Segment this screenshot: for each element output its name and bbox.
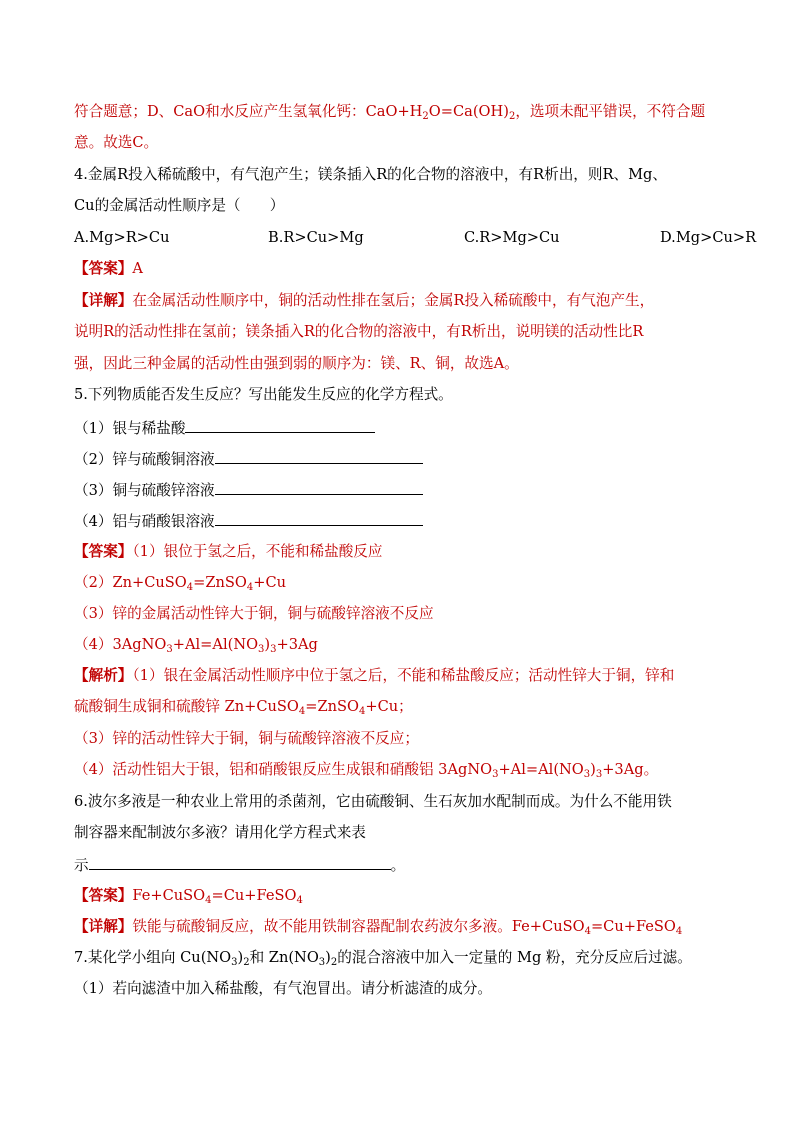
detail-label: 【详解】: [74, 918, 133, 935]
question-6-detail: [74, 917, 682, 937]
text-segment: =Cu+FeSO: [590, 918, 676, 935]
question-6-answer: [74, 886, 303, 906]
subscript: 3: [318, 957, 326, 968]
question-5-answer-3: （3）锌的金属活动性锌大于铜，铜与硫酸锌溶液不反应: [74, 605, 434, 622]
question-5-answer-2: [74, 573, 286, 593]
text-segment: 和 Zn(NO: [249, 949, 319, 966]
subscript: 4: [186, 582, 194, 593]
detail-label: 【详解】: [74, 292, 133, 309]
option-d: D.Mg>Cu>R: [660, 229, 757, 246]
text-segment: ): [590, 761, 596, 778]
answer-blank: [215, 510, 423, 526]
text-segment: ): [237, 949, 244, 966]
text-segment: （4）3AgNO: [74, 636, 167, 653]
question-5-item-3: [74, 479, 423, 501]
text-segment: =ZnSO: [193, 574, 247, 591]
question-7-sub-1: （1）若向滤渣中加入稀盐酸，有气泡冒出。请分析滤渣的成分。: [74, 980, 492, 997]
option-c: C.R>Mg>Cu: [464, 229, 560, 246]
option-b: B.R>Cu>Mg: [268, 229, 364, 246]
question-5-item-2: [74, 448, 423, 470]
subscript: 3: [583, 769, 591, 780]
subscript: 3: [258, 644, 265, 655]
question-5-item-4: [74, 510, 423, 532]
question-5-analysis-2: [74, 697, 413, 717]
text-segment: +Al=Al(NO: [172, 636, 259, 653]
question-4-line-2: Cu的金属活动性顺序是（ ）: [74, 197, 285, 214]
text-segment: 示: [74, 857, 89, 874]
subscript: 3: [270, 644, 277, 655]
item-text: （3）铜与硫酸锌溶液: [74, 482, 215, 499]
text-segment: ，选项未配平错误，不符合题: [515, 103, 706, 120]
question-4-answer: [74, 259, 143, 279]
question-6-line-2: 制容器来配制波尔多液？请用化学方程式来表: [74, 824, 366, 841]
text-segment: 。: [390, 857, 406, 874]
solution-line-2: 意。故选C。: [74, 134, 159, 151]
subscript: 4: [675, 926, 683, 937]
text-segment: 铁能与硫酸铜反应，故不能用铁制容器配制农药波尔多液。Fe+CuSO: [132, 918, 585, 935]
answer-value: A: [132, 260, 143, 277]
question-5-analysis-3: （3）锌的活动性锌大于铜，铜与硫酸锌溶液不反应；: [74, 730, 419, 747]
answer-blank: [185, 417, 375, 433]
subscript: 3: [492, 769, 499, 780]
text-segment: =Cu+FeSO: [211, 887, 297, 904]
text-segment: =ZnSO: [305, 698, 359, 715]
question-6-line-3: [74, 854, 405, 876]
question-6-line-1: 6.波尔多液是一种农业上常用的杀菌剂，它由硫酸铜、生石灰加水配制而成。为什么不能用铁: [74, 793, 672, 810]
question-5-analysis-1: [74, 666, 674, 686]
item-text: （2）锌与硫酸铜溶液: [74, 451, 215, 468]
subscript: 2: [508, 111, 516, 122]
item-text: （4）铝与硝酸银溶液: [74, 513, 215, 530]
question-5-analysis-4: [74, 760, 658, 780]
text-segment: +Cu；: [365, 698, 413, 715]
subscript: 2: [243, 957, 250, 968]
question-5-answer-4: [74, 635, 318, 655]
answer-blank: [215, 448, 423, 464]
text-segment: 硫酸铜生成铜和硫酸锌 Zn+CuSO: [74, 698, 299, 715]
text-segment: 符合题意；D、CaO和水反应产生氢氧化钙：CaO+H: [74, 103, 423, 120]
text-segment: 的混合溶液中加入一定量的 Mg 粉，充分反应后过滤。: [337, 949, 692, 966]
question-5-answer-1: [74, 542, 382, 562]
subscript: 4: [584, 926, 591, 937]
subscript: 4: [298, 706, 306, 717]
subscript: 4: [205, 895, 212, 906]
question-5-item-1: [74, 417, 375, 439]
text-segment: ): [325, 949, 331, 966]
text-segment: +3Ag: [276, 636, 318, 653]
question-4-detail-3: 强，因此三种金属的活动性由强到弱的顺序为：镁、R、铜，故选A。: [74, 355, 519, 372]
question-5-title: 5.下列物质能否发生反应？写出能发生反应的化学方程式。: [74, 386, 453, 403]
text-segment: +Cu: [253, 574, 287, 591]
subscript: 3: [231, 957, 238, 968]
question-4-detail-1: [74, 291, 654, 311]
analysis-label: 【解析】: [74, 667, 133, 684]
text-segment: O=Ca(OH): [428, 103, 509, 120]
text-segment: 在金属活动性顺序中，铜的活动性排在氢后；金属R投入稀硫酸中，有气泡产生，: [132, 292, 655, 309]
subscript: 3: [595, 769, 603, 780]
text-segment: （2）Zn+CuSO: [74, 574, 187, 591]
subscript: 3: [166, 644, 173, 655]
subscript: 4: [296, 895, 303, 906]
question-4-detail-2: 说明R的活动性排在氢前；镁条插入R的化合物的溶液中，有R析出，说明镁的活动性比R: [74, 323, 644, 340]
answer-label: 【答案】: [74, 260, 133, 277]
option-a: A.Mg>R>Cu: [74, 229, 170, 246]
text-segment: 7.某化学小组向 Cu(NO: [74, 949, 232, 966]
answer-label: 【答案】: [74, 543, 133, 560]
question-7-line-1: [74, 948, 692, 968]
subscript: 2: [330, 957, 338, 968]
text-segment: （1）银位于氢之后，不能和稀盐酸反应: [132, 543, 383, 560]
subscript: 2: [422, 111, 429, 122]
text-segment: ): [264, 636, 271, 653]
text-segment: （1）银在金属活动性顺序中位于氢之后，不能和稀盐酸反应；活动性锌大于铜，锌和: [132, 667, 675, 684]
text-segment: +Al=Al(NO: [498, 761, 584, 778]
question-4-line-1: 4.金属R投入稀硫酸中，有气泡产生；镁条插入R的化合物的溶液中，有R析出，则R、Mg、: [74, 166, 667, 183]
text-segment: （4）活动性铝大于银，铝和硝酸银反应生成银和硝酸铝 3AgNO: [74, 761, 493, 778]
text-segment: Fe+CuSO: [132, 887, 206, 904]
item-text: （1）银与稀盐酸: [74, 420, 186, 437]
subscript: 4: [246, 582, 254, 593]
solution-line-1: [74, 102, 705, 122]
text-segment: +3Ag。: [602, 761, 659, 778]
subscript: 4: [358, 706, 366, 717]
answer-blank: [215, 479, 423, 495]
answer-blank: [89, 854, 391, 870]
answer-label: 【答案】: [74, 887, 133, 904]
